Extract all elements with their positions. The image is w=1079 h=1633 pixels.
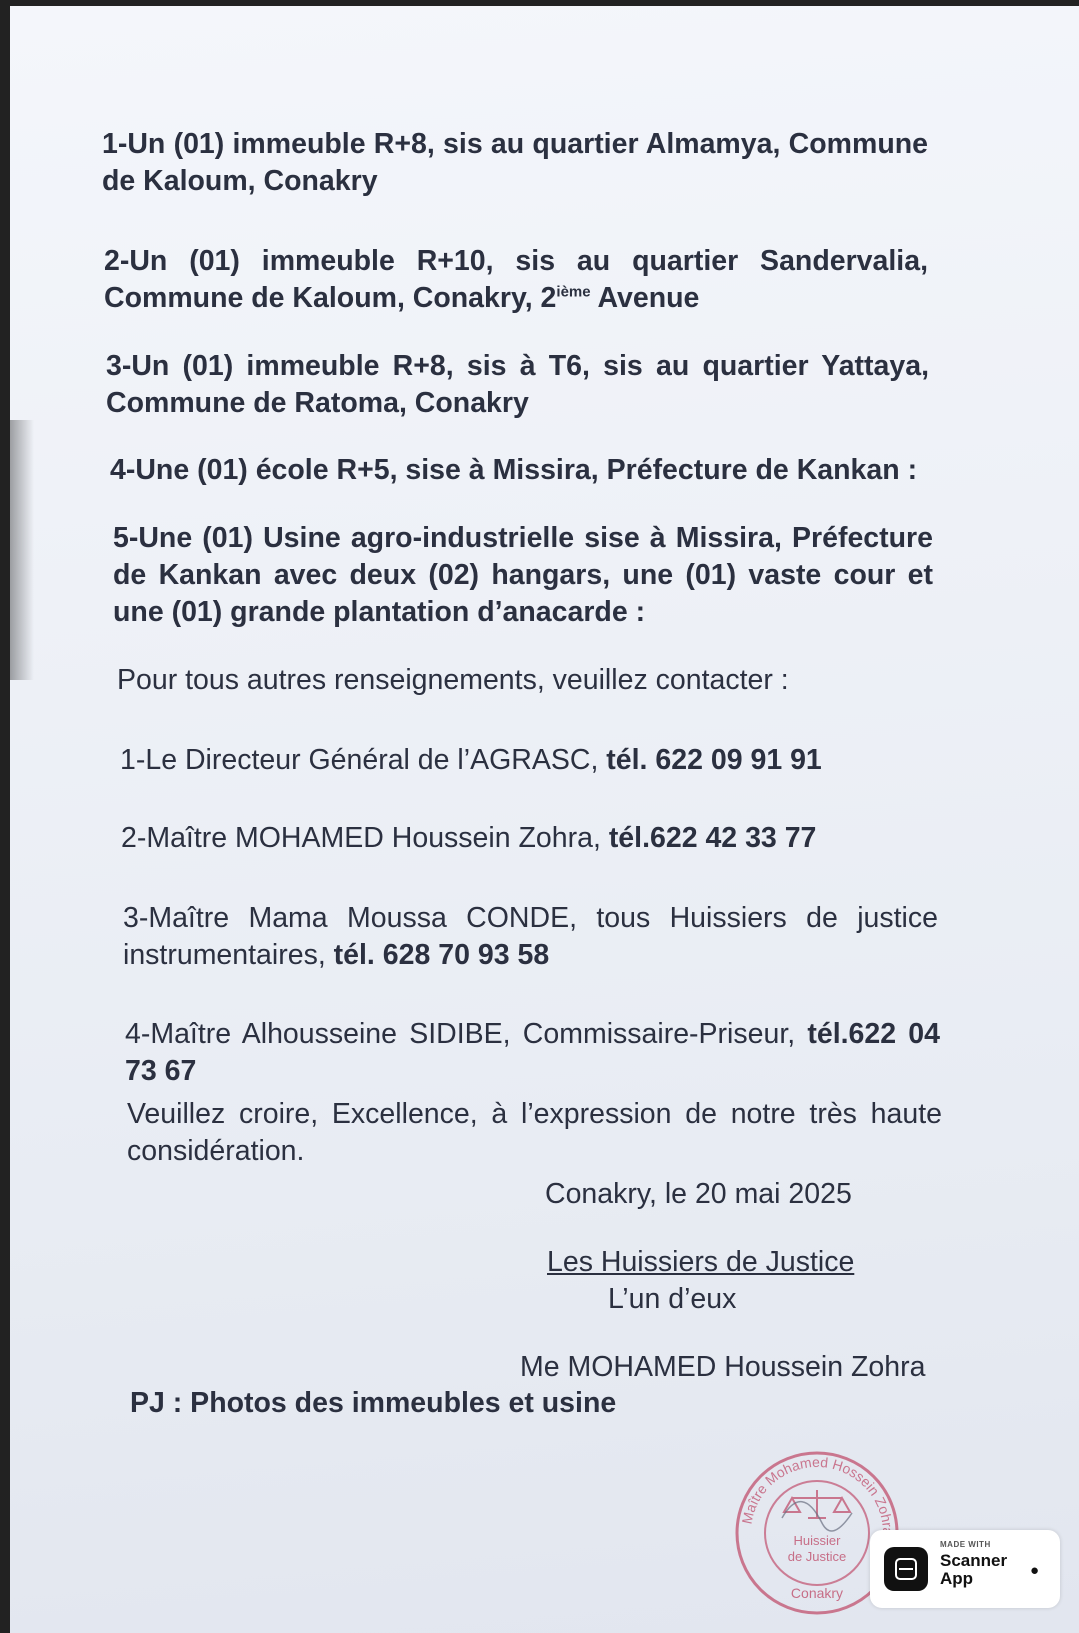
item-1 <box>102 126 928 200</box>
item-2 <box>104 243 928 317</box>
item-2-superscript: ième <box>556 283 591 301</box>
place-date: Conakry, le 20 mai 2025 <box>545 1178 852 1210</box>
attachment-note: PJ : Photos des immeubles et usine <box>130 1387 617 1419</box>
contact-4-phone: tél.622 04 73 67 <box>125 1018 940 1087</box>
signature-title: Les Huissiers de Justice <box>547 1246 855 1278</box>
contact-2-label: 2-Maître MOHAMED Houssein Zohra, <box>121 822 609 854</box>
item-4 <box>110 452 930 489</box>
item-1-text: 1-Un (01) immeuble R+8, sis au quartier Almamya, Commune de Kaloum, Conakry <box>102 128 928 197</box>
item-2-text <box>104 243 928 317</box>
closing-text: Veuillez croire, Excellence, à l’expression de notre très haute considération. <box>127 1098 942 1167</box>
contact-1-phone: tél. 622 09 91 91 <box>606 744 822 776</box>
contact-1-label: 1-Le Directeur Général de l’AGRASC, <box>120 744 607 776</box>
contact-3-label: 3-Maître Mama Moussa CONDE, tous Huissiers de justice instrumentaires, <box>123 902 938 971</box>
contact-intro <box>117 662 937 699</box>
badge-made-with: MADE WITH <box>940 1540 991 1549</box>
item-5-text: 5-Une (01) Usine agro-industrielle sise à Missira, Préfecture de Kankan avec deux (02) hangars, une (01) vaste cour et une (01) grande plantation d’anacarde : <box>113 522 933 628</box>
scanner-app-badge[interactable] <box>870 1530 1060 1608</box>
scanner-app-logo-icon <box>884 1547 928 1591</box>
item-5 <box>113 520 933 631</box>
badge-app-name <box>940 1552 1007 1588</box>
item-3-text: 3-Un (01) immeuble R+8, sis à T6, sis au quartier Yattaya, Commune de Ratoma, Conakry <box>106 350 929 419</box>
stamp-center-line2: de Justice <box>787 1549 847 1564</box>
stamp-bottom-text: Conakry <box>790 1585 844 1601</box>
contact-2 <box>121 820 941 857</box>
contact-3-phone: tél. 628 70 93 58 <box>333 939 550 971</box>
item-4-text: 4-Une (01) école R+5, sise à Missira, Préfecture de Kankan : <box>110 454 918 486</box>
item-3 <box>106 348 929 422</box>
contact-3 <box>123 900 938 974</box>
contact-2-phone: tél.622 42 33 77 <box>608 822 817 854</box>
closing-paragraph <box>127 1096 942 1170</box>
item-2-text-a: 2-Un (01) immeuble R+10, sis au quartier Sandervalia, Commune de Kaloum, Conakry, 2 <box>104 245 928 314</box>
stamp-ring-text: Maître Mohamed Hossein Zohr <box>738 1453 896 1528</box>
item-2-text-b: Avenue <box>590 282 700 314</box>
signatory-name: Me MOHAMED Houssein Zohra <box>520 1351 926 1383</box>
stamp-center-line1: Huissier <box>793 1533 841 1548</box>
contact-4 <box>125 1016 940 1090</box>
contact-intro-text: Pour tous autres renseignements, veuillez contacter : <box>117 664 789 696</box>
apple-icon: ● <box>1030 1562 1040 1579</box>
signature-subtitle: L’un d’eux <box>608 1283 737 1315</box>
contact-4-label: 4-Maître Alhousseine SIDIBE, Commissaire-Priseur, <box>125 1018 808 1050</box>
contact-1 <box>120 742 940 779</box>
badge-name-line1: Scanner <box>940 1551 1008 1570</box>
badge-name-line2: App <box>940 1569 974 1588</box>
page-edge-shadow <box>10 420 34 680</box>
